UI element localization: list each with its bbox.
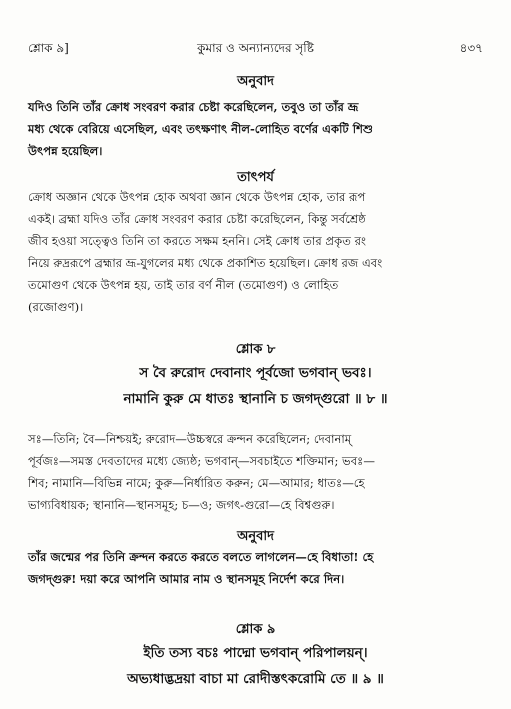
purport-line: নিয়ে রুদ্ররূপে ব্রহ্মার ভ্রূ-যুগলের মধ্য থেকে প্রকাশিত হয়েছিল। ক্রোধ রজ এবং <box>28 256 383 270</box>
translation-line: জগদ্‌গুরু! দয়া করে আপনি আমার নাম ও স্থানসমূহ নির্দেশ করে দিন। <box>28 572 345 586</box>
verse-8-heading: শ্লোক ৮ <box>235 342 276 357</box>
verse-9-heading: শ্লোক ৯ <box>235 622 276 637</box>
synonyms-line: শিব; নামানি—বিভিন্ন নামে; কুরু—নির্ধারিত করুন; মে—আমার; ধাতঃ—হে <box>28 476 365 490</box>
translation-line: উৎপন্ন হয়েছিল। <box>28 144 103 158</box>
purport-line: তমোগুণ থেকে উৎপন্ন হয়, তাই তার বর্ণ নীল (তমোগুণ) ও লোহিত <box>28 278 339 292</box>
purport-text <box>28 186 480 318</box>
purport-line: জীব হওয়া সত্ত্বেও তিনি তা করতে সক্ষম হননি। সেই ক্রোধ তার প্রকৃত রং <box>28 234 366 248</box>
translation-line: যদিও তিনি তাঁর ক্রোধ সংবরণ করার চেষ্টা করেছিলেন, তবুও তা তাঁর ভ্রূ <box>28 100 359 114</box>
purport-line: (রজোগুণ)। <box>28 300 84 314</box>
translation-2-heading: অনুবাদ <box>237 529 274 544</box>
translation-heading: অনুবাদ <box>237 74 274 89</box>
synonyms-line: পূর্বজঃ—সমস্ত দেবতাদের মধ্যে জ্যেষ্ঠ; ভগবান্—সবচাইতে শক্তিমান; ভবঃ— <box>28 454 375 468</box>
verse-8-line-2: নামানি কুরু মে ধাতঃ স্থানানি চ জগদ্‌গুরো ॥ ৮ ॥ <box>123 391 388 407</box>
verse-9-line-2: অভ্যধাদ্ভদ্রয়া বাচা মা রোদীস্তৎকরোমি তে ॥ ৯ ॥ <box>127 671 384 687</box>
purport-heading: তাৎপর্য <box>237 170 274 185</box>
header-chapter-title: কুমার ও অন্যান্যদের সৃষ্টি <box>197 41 314 55</box>
synonyms-line: ভাগ্যবিধায়ক; স্থানানি—স্থানসমূহ; চ—ও; জগৎ-গুরো—হে বিশ্বগুরু। <box>28 498 335 512</box>
translation-text <box>28 96 480 162</box>
purport-line: একই। ব্রহ্মা যদিও তাঁর ক্রোধ সংবরণ করার চেষ্টা করেছিলেন, কিন্তু সর্বশ্রেষ্ঠ <box>28 212 366 226</box>
verse-8-line-1: স বৈ রুরোদ দেবানাং পূর্বজো ভগবান্ ভবঃ। <box>139 365 372 381</box>
translation-line: তাঁর জন্মের পর তিনি ক্রন্দন করতে করতে বলতে লাগলেন—হে বিধাতা! হে <box>28 550 374 564</box>
header-verse-ref: শ্লোক ৯] <box>28 41 69 55</box>
synonyms-text <box>28 428 480 516</box>
page-header <box>28 40 483 60</box>
purport-line: ক্রোধ অজ্ঞান থেকে উৎপন্ন হোক অথবা জ্ঞান থেকে উৎপন্ন হোক, তার রূপ <box>28 190 366 204</box>
header-page-number: ৪৩৭ <box>459 41 483 55</box>
translation-line: মধ্য থেকে বেরিয়ে এসেছিল, এবং তৎক্ষণাৎ নীল-লোহিত বর্ণের একটি শিশু <box>28 122 373 136</box>
translation-2-text <box>28 546 480 590</box>
verse-9-line-1: ইতি তস্য বচঃ পাদ্মো ভগবান্ পরিপালয়ন্। <box>143 645 368 661</box>
synonyms-line: সঃ—তিনি; বৈ—নিশ্চয়ই; রুরোদ—উচ্চস্বরে ক্রন্দন করেছিলেন; দেবানাম্ <box>28 432 352 446</box>
